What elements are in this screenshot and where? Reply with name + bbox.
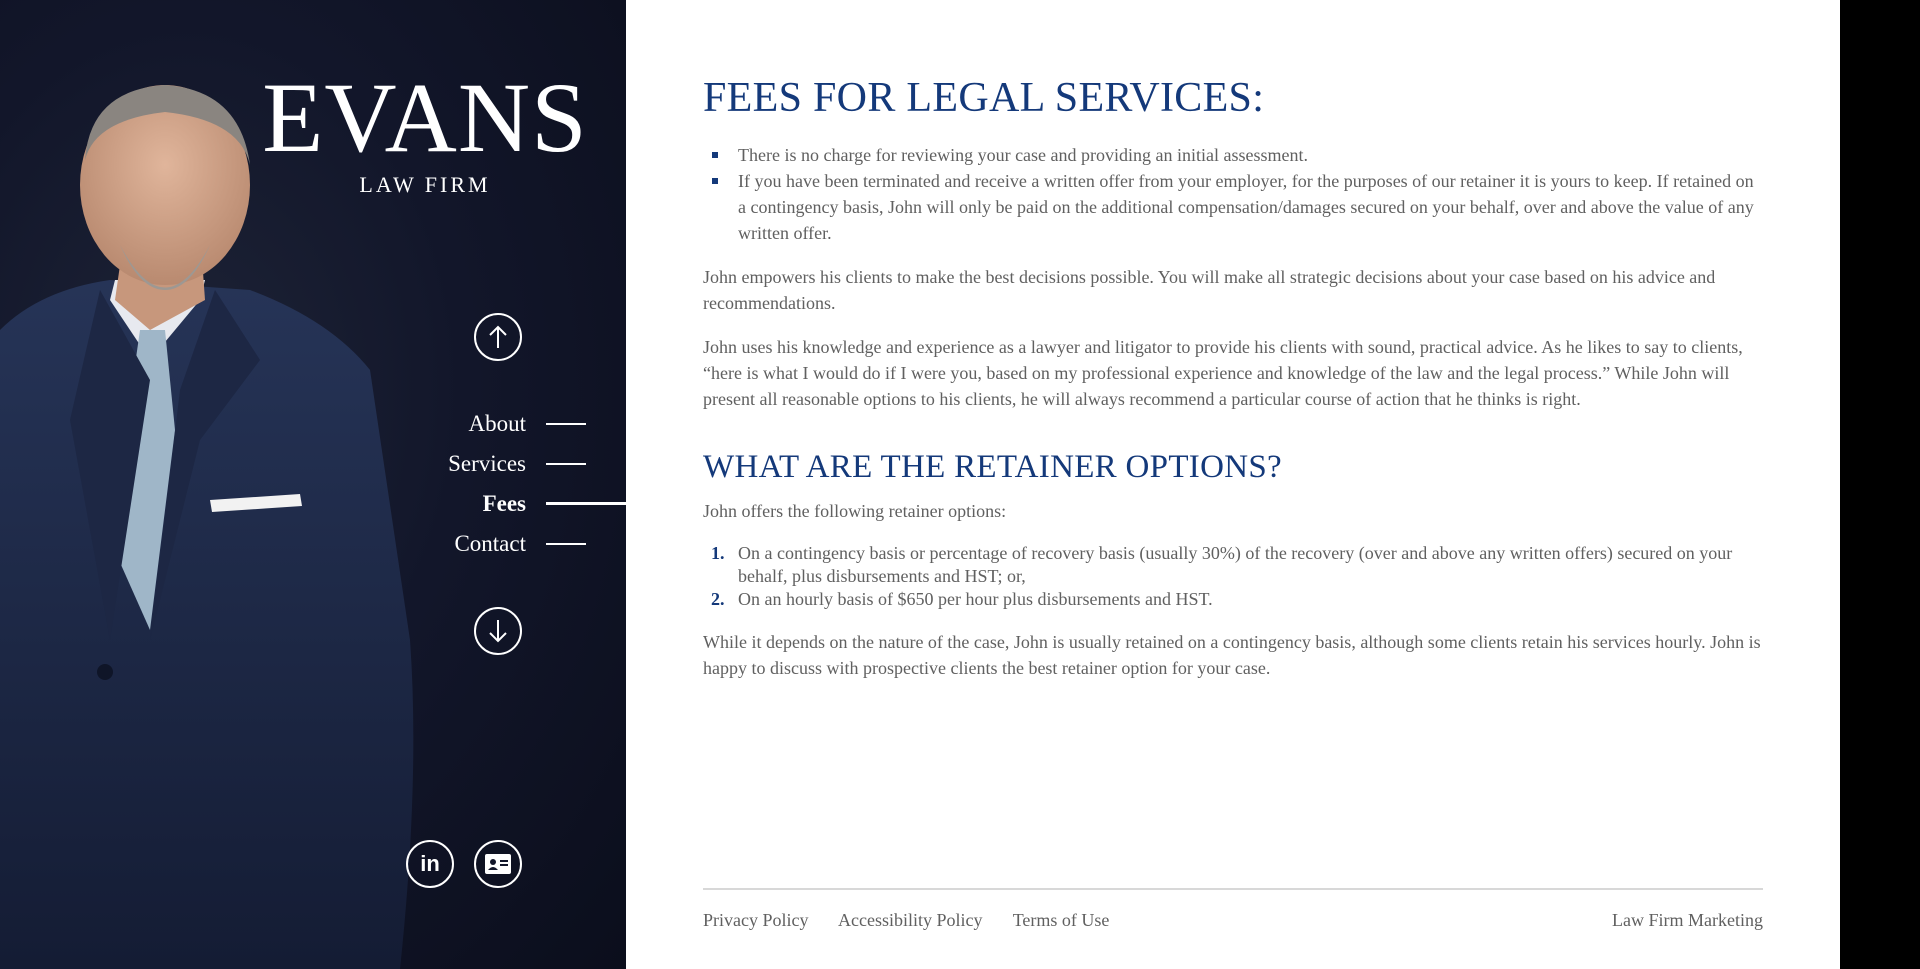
footer-links [703,910,1135,931]
option-text: On an hourly basis of $650 per hour plus disbursements and HST. [738,589,1213,609]
accessibility-policy-link[interactable]: Accessibility Policy [838,910,983,930]
side-nav [380,404,626,564]
nav-item-fees[interactable] [380,484,626,524]
linkedin-icon: in [420,851,440,876]
paragraph-empowers: John empowers his clients to make the best decisions possible. You will make all strategic decisions about your case based on his advice and recommendations. [703,267,1716,313]
scroll-up-button[interactable] [474,313,522,361]
brand-name: EVANS [262,62,588,173]
terms-of-use-link[interactable]: Terms of Use [1012,910,1110,930]
law-firm-marketing-link[interactable]: Law Firm Marketing [1612,910,1763,930]
nav-item-about[interactable] [380,404,626,444]
contact-card-button[interactable] [474,840,522,888]
arrow-up-icon [487,324,509,350]
nav-item-contact[interactable] [380,524,626,564]
scroll-down-button[interactable] [474,607,522,655]
list-number: 2. [711,589,725,609]
nav-item-label: About [468,411,526,436]
nav-item-label: Fees [482,491,526,516]
nav-line-active [546,502,626,505]
page-title: FEES FOR LEGAL SERVICES: [703,75,1265,121]
nav-item-label: Contact [454,531,526,556]
footer [703,888,1763,931]
retainer-intro: John offers the following retainer options: [703,501,1007,521]
main-content [626,0,1840,969]
list-number: 1. [711,543,725,563]
nav-item-services[interactable] [380,444,626,484]
right-edge-strip [1840,0,1920,969]
list-item [703,542,1763,588]
brand-logo[interactable] [262,62,588,198]
list-item [703,588,1763,611]
nav-line [546,543,586,545]
brand-subtitle: LAW FIRM [359,172,491,197]
option-text: On a contingency basis or percentage of recovery basis (usually 30%) of the recovery (over and above any written offers) secured on your behalf, plus disbursements and HST; or, [738,543,1733,586]
nav-line [546,463,586,465]
list-item: There is no charge for reviewing your case and providing an initial assessment. [703,142,1763,168]
paragraph-advice: John uses his knowledge and experience as a lawyer and litigator to provide his clients with sound, practical advice. As he likes to say to clients, “here is what I would do if I were you, based on my professional experience and knowledge of the law and the legal process.” While John will present all reasonable options to his clients, he will always recommend a particular course of action that he thinks is right. [703,337,1743,409]
section-title: WHAT ARE THE RETAINER OPTIONS? [703,449,1282,485]
privacy-policy-link[interactable]: Privacy Policy [703,910,809,930]
nav-line [546,423,586,425]
fees-list [703,142,1763,246]
list-item: If you have been terminated and receive a written offer from your employer, for the purposes of our retainer it is yours to keep. If retained on a contingency basis, John will only be paid on the additional compensation/damages secured on your behalf, over and above the value of any written offer. [703,168,1763,246]
nav-item-label: Services [448,451,526,476]
arrow-down-icon [487,618,509,644]
paragraph-closing: While it depends on the nature of the case, John is usually retained on a contingency basis, although some clients retain his services hourly. John is happy to discuss with prospective clients the best retainer option for your case. [703,632,1761,678]
retainer-options-list [703,542,1763,611]
sidebar-panel [0,0,626,969]
contact-card-icon [485,854,511,874]
linkedin-button[interactable] [406,840,454,888]
